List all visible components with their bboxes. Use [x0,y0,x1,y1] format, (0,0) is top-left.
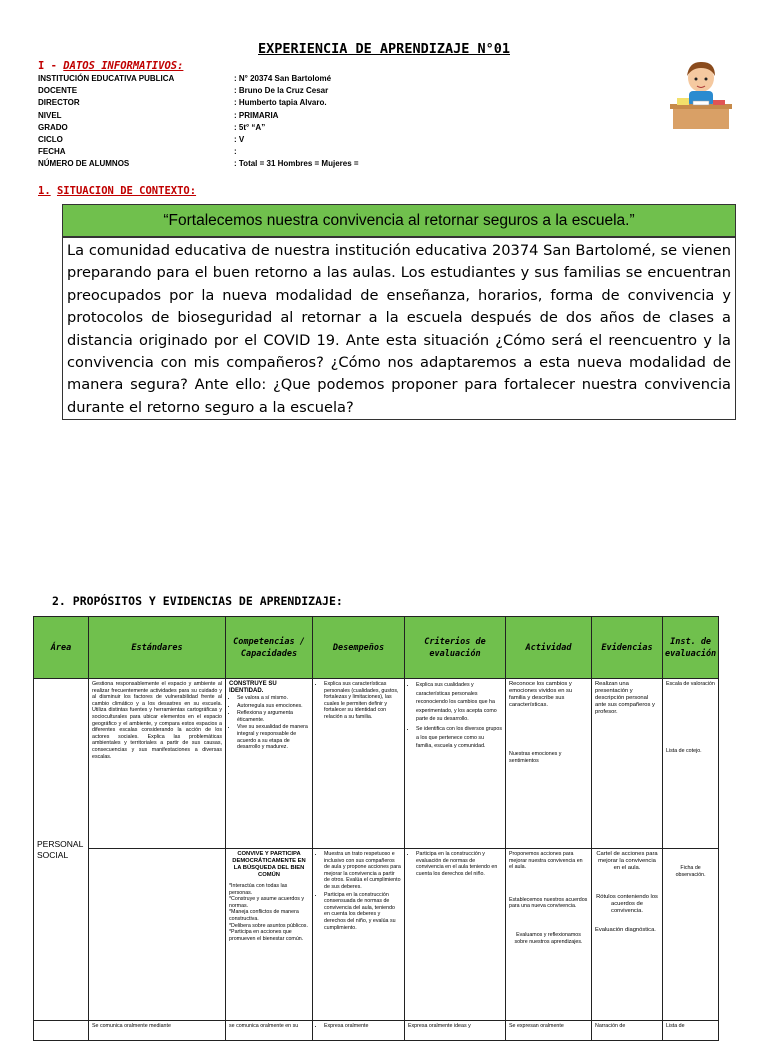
competencia-cell: CONSTRUYE SU IDENTIDAD. • Se valora a sí mismo. • Autorregula sus emociones. • Reflexiona y argumenta éticamente. • Vive su sexualidad de manera integral y responsable de acuerdo a su etapa de desarrollo y madurez. [226,679,313,849]
actividad-cell: Se expresan oralmente [506,1021,592,1041]
header-evidencias: Evidencias [592,617,663,679]
inst-cell: Ficha de observación. [663,849,719,1021]
header-inst: Inst. de evaluación [663,617,719,679]
criterios-cell: • Participa en la construcción y evaluación de normas de convivencia en el aula teniendo en cuenta los derechos del niño. [405,849,506,1021]
table-row [34,849,719,1021]
info-row: GRADO : 5t° “A” [38,122,266,132]
actividad-cell: Reconoce los cambios y emociones vividos en su familia y describe sus características. Nuestras emociones y sentimientos [506,679,592,849]
evidencias-cell: Narración de [592,1021,663,1041]
context-heading: 1. SITUACION DE CONTEXTO: [38,185,197,197]
header-area: Área [34,617,89,679]
learning-table [33,616,719,1041]
header-criterios: Criterios de evaluación [405,617,506,679]
criterios-cell: Expresa oralmente ideas y [405,1021,506,1041]
document-title: EXPERIENCIA DE APRENDIZAJE N°01 [258,41,510,57]
estandar-cell-empty [89,849,226,1021]
info-row: NÚMERO DE ALUMNOS : Total = 31 Hombres = Mujeres = [38,159,359,169]
inst-cell: Escala de valoración Lista de cotejo. [663,679,719,849]
inst-cell: Lista de [663,1021,719,1041]
context-banner: “Fortalecemos nuestra convivencia al retornar seguros a la escuela.” [62,204,736,237]
criterios-cell: • Explica sus cualidades y características personales reconociendo los cambios que ha experimentado, y los acepta como parte de su desarrollo. • Se identifica con los diversos grupos a los que pertenece como su familia, escuela y comunidad. [405,679,506,849]
info-row: NIVEL : PRIMARIA [38,110,279,120]
header-desempenos: Desempeños [313,617,405,679]
section-1-heading: I - DATOS INFORMATIVOS: [38,60,184,72]
desempeno-cell: • Muestra un trato respetuoso e inclusivo con sus compañeros de aula y propone acciones para mejorar la convivencia a partir de otros. Evalúa el cumplimiento de sus deberes. • Participa en la construcción consensuada de normas de convivencia del aula, teniendo en cuenta los deberes y derechos del niño, y evalúa su cumplimiento. [313,849,405,1021]
competencia-cell: se comunica oralmente en su [226,1021,313,1041]
info-row: DOCENTE : Bruno De la Cruz Cesar [38,86,329,96]
header-actividad: Actividad [506,617,592,679]
table-header-row [34,617,719,679]
info-row: CICLO : V [38,135,245,145]
info-row: FECHA : [38,147,237,157]
info-fields [38,73,359,171]
desempeno-cell: • Expresa oralmente [313,1021,405,1041]
context-text: La comunidad educativa de nuestra institución educativa 20374 San Bartolomé, se vienen preparando para el buen retorno a las aulas. Los estudiantes y sus familias se encuentran preocupados por la nueva modalidad de enseñanza, horarios, forma de convivencia y protocolos de bioseguridad al retornar a la escuela después de dos años de clases a distancia originado por el COVID 19. Ante esta situación ¿Cómo será el reencuentro y la convivencia con mis compañeros? ¿Cómo nos adaptaremos a esta nueva modalidad de manera segura? Ante ello: ¿Que podemos proponer para fortalecer nuestra convivencia durante el retorno seguro a la escuela? [62,237,736,420]
header-competencias: Competencias / Capacidades [226,617,313,679]
evidencias-cell: Cartel de acciones para mejorar la convivencia en el aula. Rótulos conteniendo los acuerdos de convivencia. Evaluación diagnóstica. [592,849,663,1021]
evidencias-cell: Realizan una presentación y descripción personal ante sus compañeros y profesor. [592,679,663,849]
estandar-cell: Gestiona responsablemente el espacio y ambiente al realizar frecuentemente actividades para su cuidado y al disminuir los factores de vulnerabilidad frente al cambio climático y a los desastres en su escuela. Utiliza distintas fuentes y herramientas cartográficas y socioculturales para ubicar elementos en el espacio geográfico y el ambiente, y compara estos espacios a diferentes escalas considerando la acción de los actores sociales. Explica las problemáticas ambientales y territoriales a partir de sus causas, consecuencias y sus manifestaciones a diversas escalas. [89,679,226,849]
header-estandares: Estándares [89,617,226,679]
table-row [34,679,719,849]
desempeno-cell: • Explica sus características personales (cualidades, gustos, fortalezas y limitaciones), las cuales le permiten definir y fortalecer su identidad con relación a su familia. [313,679,405,849]
info-row: DIRECTOR : Humberto tapia Alvaro. [38,98,327,108]
estandar-cell: Se comunica oralmente mediante [89,1021,226,1041]
area-cell: PERSONAL SOCIAL [34,679,89,1021]
actividad-cell: Proponemos acciones para mejorar nuestra convivencia en el aula. Establecemos nuestros acuerdos para una nueva convivencia. Evaluamos y reflexionamos sobre nuestros aprendizajes. [506,849,592,1021]
competencia-cell: CONVIVE Y PARTICIPA DEMOCRÁTICAMENTE EN LA BÚSQUEDA DEL BIEN COMÚN *Interactúa con todas las personas. *Construye y asume acuerdos y normas. *Maneja conflictos de manera constructiva. *Delibera sobre asuntos públicos. *Participa en acciones que promueven el bienestar común. [226,849,313,1021]
section-2-heading: 2. PROPÓSITOS Y EVIDENCIAS DE APRENDIZAJE: [52,594,343,608]
student-illustration [667,58,735,130]
info-row: INSTITUCIÓN EDUCATIVA PUBLICA : N° 20374 San Bartolomé [38,74,332,83]
